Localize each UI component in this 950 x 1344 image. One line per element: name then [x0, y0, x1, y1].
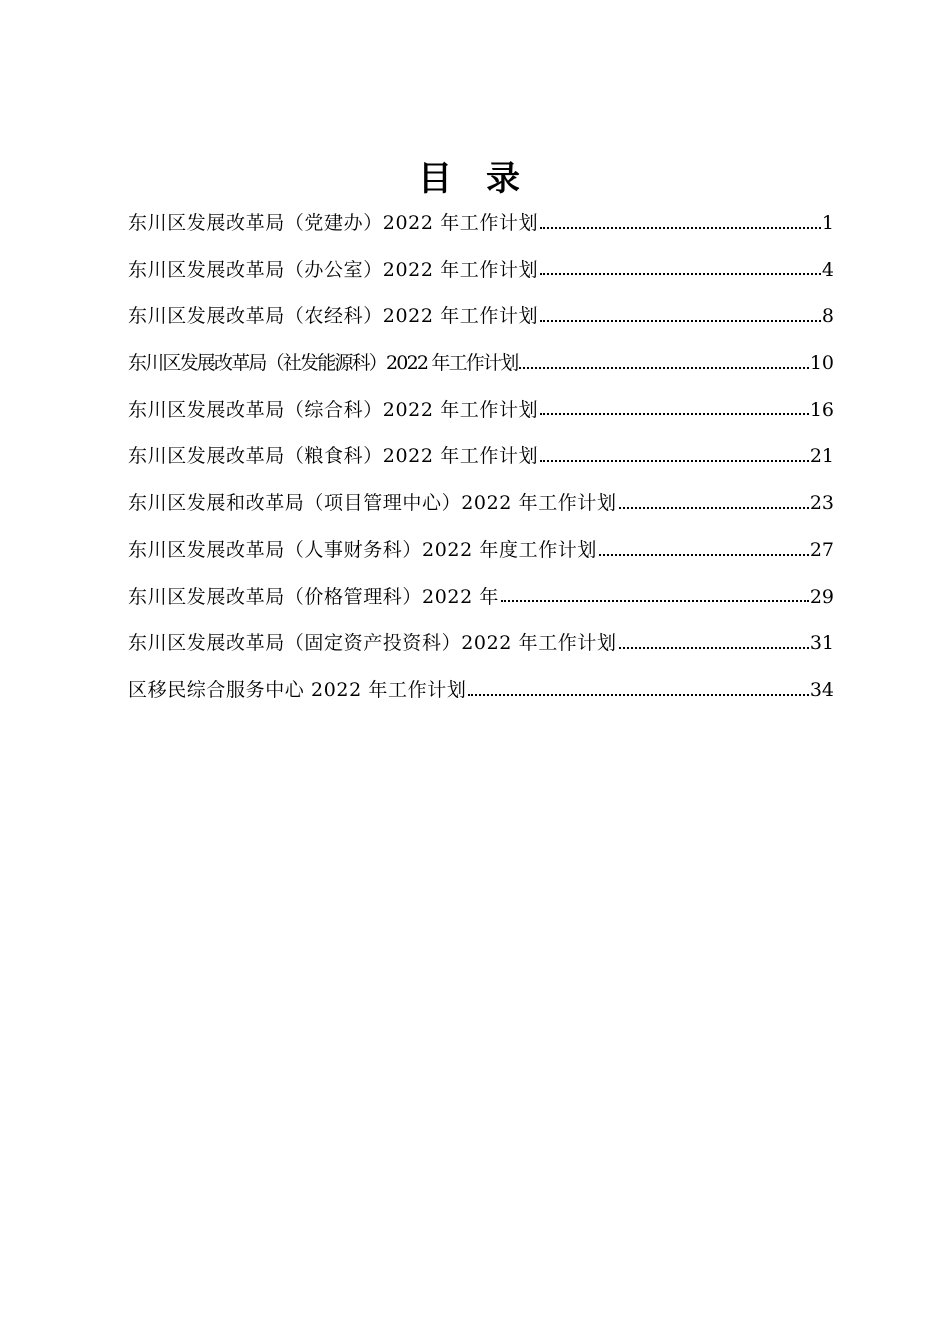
- toc-dot-leader: [540, 273, 821, 275]
- toc-entry[interactable]: [128, 574, 834, 621]
- toc-dot-leader: [540, 413, 809, 415]
- toc-entry-text: 东川区发展改革局（综合科）2022 年工作计划: [128, 398, 539, 421]
- toc-entry-text: 东川区发展改革局（党建办）2022 年工作计划: [128, 212, 539, 234]
- toc-entry-page: 31: [809, 632, 834, 655]
- toc-entry-page: 27: [809, 538, 834, 561]
- toc-title: 目录: [418, 159, 554, 199]
- toc-entry-page: 8: [821, 305, 834, 328]
- toc-entry-text: 东川区发展改革局（办公室）2022 年工作计划: [128, 258, 539, 281]
- toc-entry[interactable]: [128, 340, 834, 387]
- toc-entry-text: 东川区发展改革局（价格管理科）2022 年: [128, 585, 499, 608]
- toc-entry-page: 23: [809, 492, 834, 515]
- toc-entry[interactable]: [128, 527, 834, 574]
- toc-entry-text: 东川区发展改革局（粮食科）2022 年工作计划: [128, 445, 539, 468]
- toc-entry-page: 29: [809, 585, 834, 608]
- toc-entry-text: 东川区发展改革局（社发能源科）2022 年工作计划: [128, 352, 518, 375]
- toc-dot-leader: [501, 600, 809, 602]
- toc-entry[interactable]: [128, 667, 834, 714]
- toc-entry-page: 4: [821, 258, 834, 281]
- toc-entry-page: 34: [809, 678, 834, 701]
- toc-dot-leader: [599, 554, 809, 556]
- toc-entry-text: 东川区发展改革局（农经科）2022 年工作计划: [128, 305, 539, 328]
- toc-entry-text: 东川区发展和改革局（项目管理中心）2022 年工作计划: [128, 492, 617, 515]
- toc-entry-text: 东川区发展改革局（人事财务科）2022 年度工作计划: [128, 538, 597, 561]
- toc-entry-page: 21: [809, 445, 834, 468]
- toc-list: [128, 200, 834, 714]
- toc-entry-text: 区移民综合服务中心 2022 年工作计划: [128, 678, 467, 701]
- toc-dot-leader: [619, 507, 809, 509]
- toc-entry[interactable]: [128, 480, 834, 527]
- toc-entry[interactable]: [128, 387, 834, 434]
- toc-dot-leader: [540, 227, 821, 229]
- toc-entry-page: 16: [809, 398, 834, 421]
- toc-dot-leader: [540, 320, 821, 322]
- toc-entry[interactable]: [128, 247, 834, 294]
- toc-dot-leader: [468, 694, 808, 696]
- toc-dot-leader: [619, 647, 809, 649]
- toc-dot-leader: [540, 460, 809, 462]
- toc-entry[interactable]: [128, 200, 834, 247]
- toc-entry[interactable]: [128, 433, 834, 480]
- toc-dot-leader: [519, 367, 808, 369]
- toc-entry-page: 10: [809, 352, 834, 375]
- toc-entry[interactable]: [128, 293, 834, 340]
- toc-entry[interactable]: [128, 620, 834, 667]
- toc-entry-text: 东川区发展改革局（固定资产投资科）2022 年工作计划: [128, 632, 617, 655]
- toc-entry-page: 1: [821, 212, 834, 234]
